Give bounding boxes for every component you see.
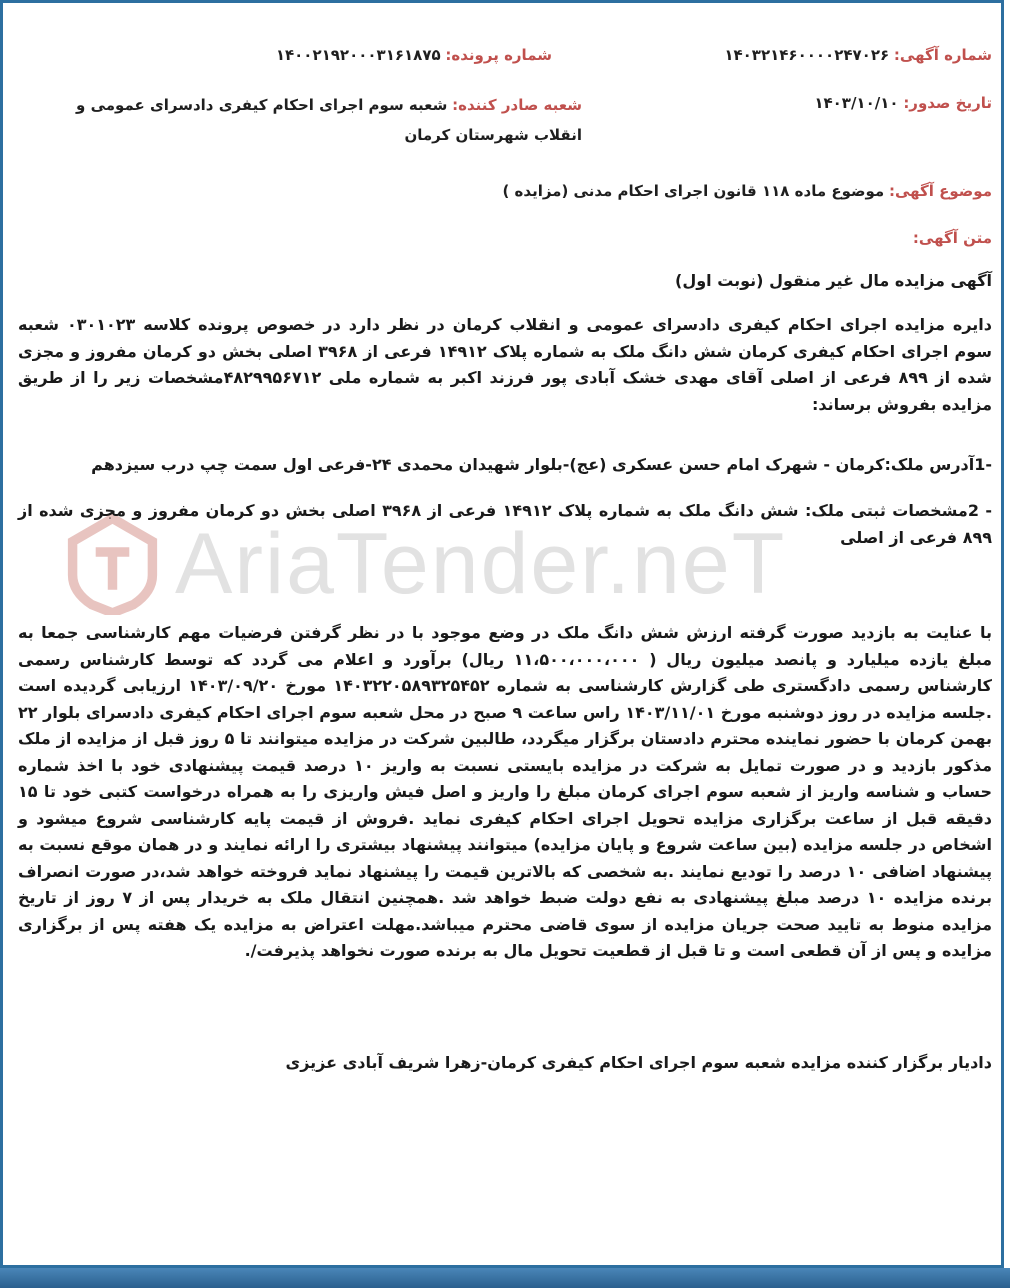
subject [502,178,992,204]
ad-number [724,42,992,68]
body-label: متن آگهی: [912,229,992,247]
issuer-value: شعبه سوم اجرای احکام کیفری دادسرای عمومی و انقلاب شهرستان کرمان [76,96,582,144]
issue-date-label: تاریخ صدور: [903,94,992,112]
subject-label: موضوع آگهی: [888,182,992,200]
body-label-row [913,225,992,251]
subject-value: موضوع ماده ۱۱۸ قانون اجرای احکام مدنی (مزایده ) [502,182,885,200]
issuer-label: شعبه صادر کننده: [452,96,582,114]
auction-details: با عنایت به بازدید صورت گرفته ارزش شش دانگ ملک در وضع موجود با در نظر گرفتن فرضیات مهم کارشناسی جمعا به مبلغ یازده میلیارد و پانصد میلیون ریال ( ۱۱،۵۰۰،۰۰۰،۰۰۰ ریال) برآورد و اعلام می گردد که توسط کارشناس رسمی کارشناس رسمی دادگستری طی گزارش کارشناسی به شماره ۱۴۰۳۲۲۰۵۸۹۳۲۵۴۵۲ مورخ ۱۴۰۳/۰۹/۲۰ ارزیابی گردیده است .جلسه مزایده در روز دوشنبه مورخ ۱۴۰۳/۱۱/۰۱ راس ساعت ۹ صبح در محل شعبه سوم اجرای احکام کیفری دادسرای بلوار ۲۲ بهمن کرمان با حضور نماینده محترم دادستان برگزار میگردد، طالبین شرکت در مزایده میتوانند تا ۵ روز قبل از مزایده از ملک مذکور بازدید و در صورت تمایل به شرکت در مزایده بایستی نسبت به واریز ۱۰ درصد قیمت پیشنهادی خود با اخذ شماره حساب و شناسه واریز از شعبه سوم اجرای کرمان مبلغ را واریز و اصل فیش واریزی را به همراه درخواست کتبی خود تا ۱۵ دقیقه قبل از ساعت برگزاری مزایده تحویل اجرای احکام کیفری نماید .فروش از قیمت پایه کارشناسی شروع میشود و اشخاص در جلسه مزایده (بین ساعت شروع و پایان مزایده) میتوانند پیشنهاد بیشتری را ارائه نمایند و در همان موقع نسبت به پیشنهاد اضافی ۱۰ درصد را تودیع نمایند .به شخصی که بالاترین قیمت را پیشنهاد نماید فروخته خواهد شد،در صورت انصراف برنده مزایده ۱۰ درصد مبلغ پیشنهادی به نفع دولت ضبط خواهد شد .همچنین انتقال ملک به خریدار پس از ۷ روز از تاریخ مزایده منوط به تایید صحت جریان مزایده از سوی قاضی محترم میباشد.مهلت اعتراض به مزایده یک هفته پس از برگزاری مزایده و پس از آن قطعی است و تا قبل از قطعیت تحویل مال به برنده صورت نخواهد پذیرفت/. [18,623,993,960]
issue-date-value: ۱۴۰۳/۱۰/۱۰ [814,94,899,112]
ad-number-label: شماره آگهی: [893,46,992,64]
property-registration: - 2مشخصات ثبتی ملک: شش دانگ ملک به شماره پلاک ۱۴۹۱۲ فرعی از ۳۹۶۸ اصلی بخش دو کرمان مفروز و مجزی شده از ۸۹۹ فرعی از اصلی [18,501,992,547]
signature: دادیار برگزار کننده مزایده شعبه سوم اجرای احکام کیفری کرمان-زهرا شریف آبادی عزیزی [285,1053,992,1072]
ad-number-value: ۱۴۰۳۲۱۴۶۰۰۰۰۲۴۷۰۲۶ [724,46,890,64]
watermark-text: AriaTender.neT [175,516,787,612]
property-address: -1آدرس ملک:کرمان - شهرک امام حسن عسکری (عج)-بلوار شهیدان محمدی ۲۴-فرعی اول سمت چپ درب سیزدهم [91,455,992,474]
issuer [62,90,582,150]
auction-title: آگهی مزایده مال غیر منقول (نوبت اول) [675,271,992,290]
issue-date [814,90,992,116]
document-content [18,0,992,1288]
bottom-bar [0,1268,1010,1288]
case-number-value: ۱۴۰۰۲۱۹۲۰۰۰۳۱۶۱۸۷۵ [275,46,441,64]
auction-intro: دایره مزایده اجرای احکام کیفری دادسرای عمومی و انقلاب کرمان در نظر دارد در خصوص پرونده کلاسه ۰۳۰۱۰۲۳ شعبه سوم اجرای احکام کیفری کرمان شش دانگ ملک به شماره پلاک ۱۴۹۱۲ فرعی از ۳۹۶۸ اصلی بخش دو کرمان مفروز و مجزی شده از ۸۹۹ فرعی از اصلی آقای مهدی خشک آبادی پور فرزند اکبر به شماره ملی ۴۸۲۹۹۵۶۷۱۲مشخصات زیر را از طریق مزایده بفروش برساند: [18,315,993,414]
case-number-label: شماره پرونده: [445,46,552,64]
case-number [276,42,552,68]
